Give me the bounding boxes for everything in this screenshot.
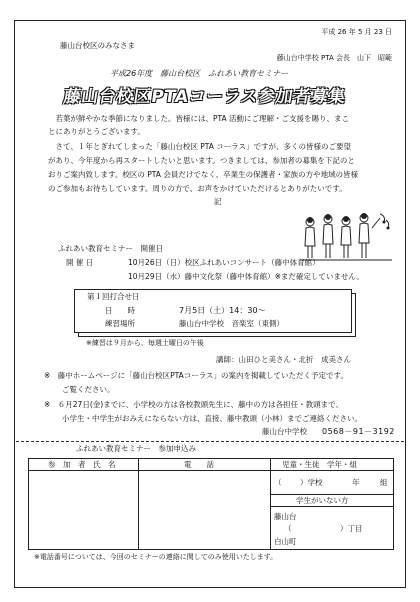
paragraph-1-line-2: とにありがとうございます。 — [48, 127, 145, 136]
paragraph-2-line-3: おりご案内致します。校区の PTA 会員だけでなく、卒業生の保護者・家族の方や地域の皆様 — [48, 170, 359, 179]
practice-heading: 第１回打合せ日 — [87, 292, 140, 301]
ki-marker: 記 — [214, 197, 222, 206]
seminar-heading: ふれあい教育セミナー 開催日 — [58, 244, 163, 253]
issue-date: 平成 26 年 5 月 23 日 — [321, 28, 392, 36]
sender: 藤山台中学校 PTA 会長 山下 昭範 — [276, 54, 392, 62]
contact-school: 藤山台中学校 — [262, 427, 307, 436]
instructors: 講師：山田ひと美さん・北折 成美さん — [216, 355, 351, 364]
school-suffix: ）学校 — [300, 478, 323, 487]
seminar-date-label: 開 催 日 — [66, 258, 94, 267]
practice-place-label: 練習場所 — [105, 319, 135, 328]
chome-paren-open: （ — [284, 524, 292, 533]
privacy-footnote: ※電話番号については、今回のセミナーの連絡に関してのみ使用いたします。 — [34, 553, 278, 561]
chome-suffix: ）丁目 — [340, 524, 363, 533]
grade-nen: 年 — [352, 478, 360, 487]
practice-when-label: 日 時 — [105, 306, 135, 315]
practice-box — [74, 289, 352, 333]
seminar-date-1: 10月26日（日）校区ふれあいコンサート（藤中体育館） — [128, 258, 320, 267]
no-child-label: 学生がいない方 — [296, 496, 349, 505]
practice-note: ※練習は９月から、毎週土曜日の午後 — [86, 339, 204, 347]
addressee: 藤山台校区のみなさま — [60, 41, 135, 50]
event-subtitle: 平成26年度 藤山台校区 ふれあい教育セミナー — [110, 69, 289, 78]
column-phone: 電 話 — [184, 460, 214, 469]
contact-phone: 0568－91－3192 — [322, 427, 395, 436]
notice-1-line-2: ご覧ください。 — [62, 385, 115, 394]
seminar-date-2: 10月29日（水）藤中文化祭（藤中体育館）※まだ確定していません。 — [128, 272, 364, 281]
form-title: ふれあい教育セミナー 参加申込み — [76, 444, 196, 453]
practice-when: 7月5日（土）14：30～ — [179, 306, 266, 315]
notice-1-line-1: ※ 藤中ホームページに「藤山台校区PTAコーラス」の案内を掲載していただく予定です。 — [44, 371, 348, 380]
column-grade-class: 児童・生徒 学年・組 — [282, 460, 357, 469]
column-participant-name: 参 加 者 氏 名 — [48, 460, 116, 469]
school-paren-open: （ — [274, 478, 282, 487]
notice-2-line-2: 小学生・中学生がおみえにならない方は、直接、藤中教頭（小林）までご連絡ください。 — [62, 414, 362, 423]
practice-place: 藤山台中学校 音楽室（東側） — [179, 319, 284, 328]
class-kumi: 組 — [380, 478, 388, 487]
area-hakusan: 白山町 — [274, 537, 297, 546]
paragraph-1-line-1: 若葉が鮮やかな季節になりました。皆様には、PTA 活動にご理解・ご支援を賜り、まこ — [48, 114, 350, 123]
cut-line — [16, 441, 404, 442]
page-title: 藤山台校区PTAコーラス参加者募集 — [62, 87, 347, 107]
area-fujiyamadai: 藤山台 — [274, 512, 297, 521]
paragraph-2-line-2: があり、今年度から再スタートしたいと思います。つきましては、参加者の募集を下記のと — [48, 156, 355, 165]
notice-2-line-1: ※ ６月27日(金)までに、小学校の方は各校教頭先生に、藤中の方は各担任・教頭まで、 — [44, 400, 344, 409]
paragraph-2-line-4: のご参加もお待ちしています。周りの方で、お声をかけていただけるとありがたいです。 — [48, 184, 347, 193]
paragraph-2-line-1: さて、１年とぎれてしまった「藤山台校区 PTA コーラス」ですが、多くの皆様のご要望 — [48, 142, 352, 151]
